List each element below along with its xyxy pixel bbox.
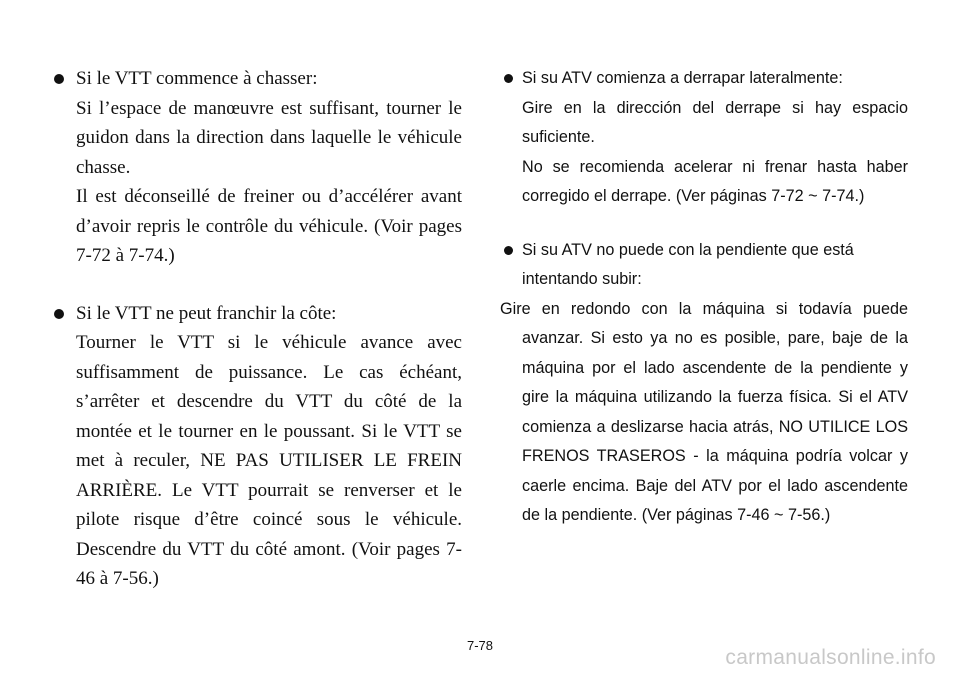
item-heading: Si su ATV no puede con la pendiente que está intentando subir: (522, 240, 854, 288)
paragraph: Gire en redondo con la máquina si todavía puede avanzar. Si esto ya no es posible, pare, baje de la máquina por el lado ascendente de la pendiente y gire la máquina utilizando la fuerza física. Si el ATV comienza a deslizarse hacia atrás, NO UTILICE LOS FRENOS TRASEROS - la máquina podría volcar y caerle encima. Baje del ATV por el lado ascendente de la pendiente. (Ver páginas 7-46 ~ 7-56.) (500, 299, 908, 524)
bullet-icon (54, 309, 64, 319)
page-number: 7-78 (466, 638, 494, 653)
bullet-icon (504, 74, 513, 83)
spanish-column (500, 64, 908, 531)
paragraph: Il est déconseillé de freiner ou d’accélérer avant d’avoir repris le contrôle du véhicule. (Voir pages 7-72 à 7-74.) (76, 186, 462, 266)
list-item (54, 299, 462, 594)
item-heading: Si su ATV comienza a derrapar lateralmente: (522, 69, 843, 87)
watermark: carmanualsonline.info (725, 646, 936, 669)
list-item (500, 236, 908, 295)
bullet-icon (504, 246, 513, 255)
list-item (500, 64, 908, 212)
french-column (54, 64, 462, 594)
paragraph: Gire en la dirección del derrape si hay espacio suficiente. (522, 98, 908, 146)
paragraph: No se recomienda acelerar ni frenar hasta haber corregido el derrape. (Ver páginas 7-72 ~ 7-74.) (522, 157, 908, 205)
list-item (54, 64, 462, 271)
item-heading: Si le VTT ne peut franchir la côte: (76, 302, 337, 324)
bullet-icon (54, 74, 64, 84)
item-heading: Si le VTT commence à chasser: (76, 68, 318, 89)
paragraph: Si l’espace de manœuvre est suffisant, tourner le guidon dans la direction dans laquelle le véhicule chasse. (76, 97, 462, 178)
paragraph: Tourner le VTT si le véhicule avance avec suffisamment de puissance. Le cas échéant, s’arrêter et descendre du VTT du côté de la montée et le tourner en le poussant. Si le VTT se met à reculer, NE PAS UTILISER LE FREIN ARRIÈRE. Le VTT pourrait se renverser et le pilote risque d’être coincé sous le véhicule. Descendre du VTT du côté amont. (Voir pages 7-46 à 7-56.) (76, 332, 462, 589)
